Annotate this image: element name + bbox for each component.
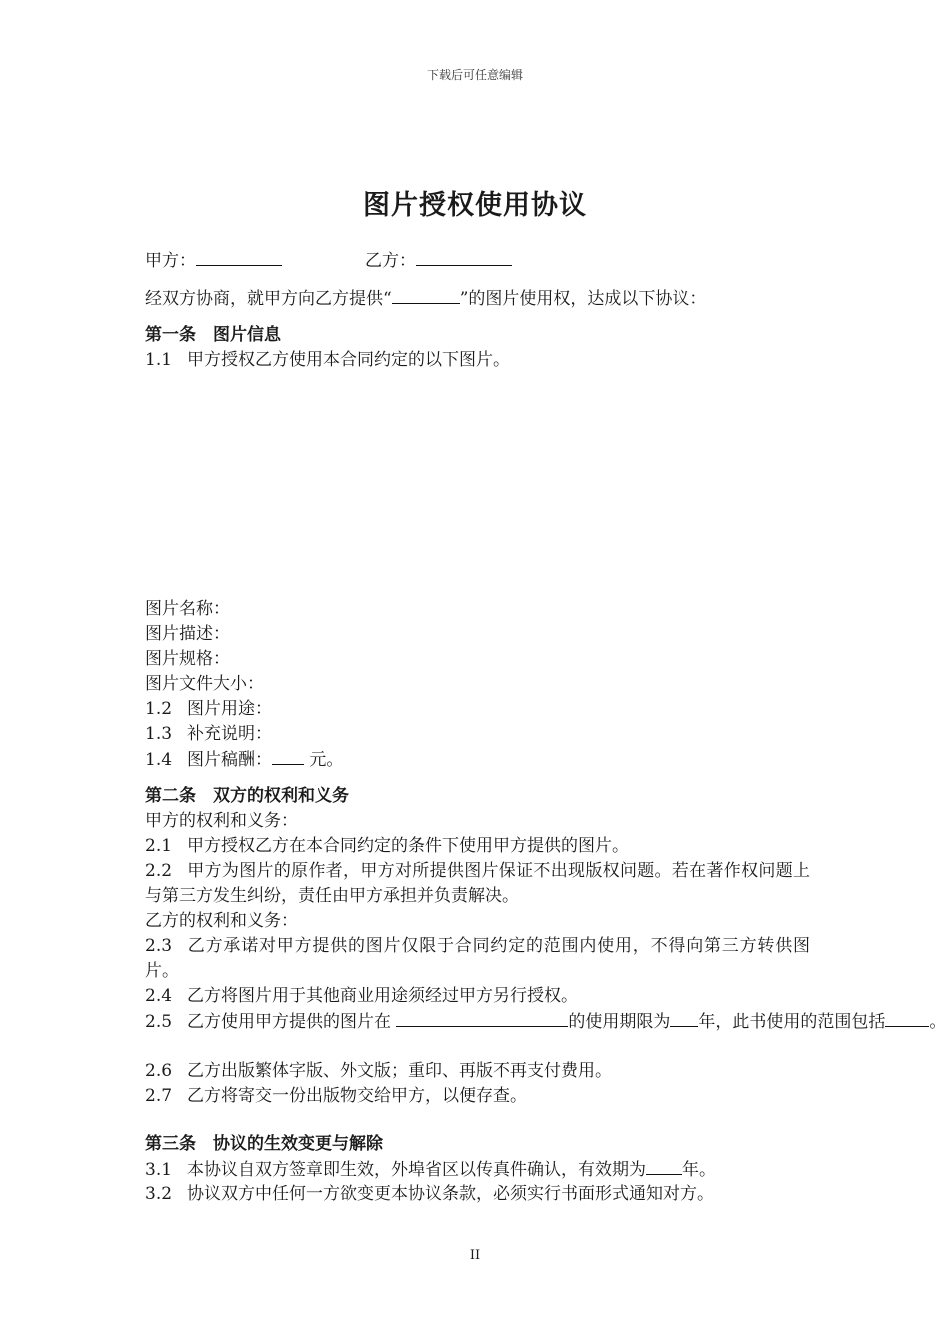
- party-a: [145, 251, 282, 271]
- item-2-3: [145, 934, 810, 984]
- item-text: 甲方授权乙方使用本合同约定的以下图片。: [187, 350, 510, 370]
- intro-after: ”的图片使用权，达成以下协议：: [459, 289, 707, 309]
- party-b: [365, 248, 512, 274]
- item-text-before: 本协议自双方签章即生效，外埠省区以传真件确认，有效期为: [187, 1160, 646, 1180]
- item-number: 2.4: [145, 986, 173, 1006]
- intro-blank[interactable]: [392, 286, 460, 304]
- field-picture-description: 图片描述：: [145, 624, 230, 644]
- article-3-heading: 第三条 协议的生效变更与解除: [145, 1134, 383, 1154]
- usage-term-blank[interactable]: [670, 1009, 698, 1027]
- usage-range-blank[interactable]: [885, 1009, 929, 1027]
- article-3: [145, 1132, 810, 1207]
- party-a-label: 甲方：: [145, 251, 196, 271]
- header-note: 下载后可任意编辑: [426, 68, 523, 82]
- page-number: II: [469, 1248, 481, 1263]
- item-number: 3.2: [145, 1184, 173, 1204]
- field-picture-spec: 图片规格：: [145, 649, 230, 669]
- field-picture-name: 图片名称：: [145, 599, 230, 619]
- item-3-2: [145, 1182, 810, 1207]
- article-1-heading: 第一条 图片信息: [145, 325, 281, 345]
- item-number: 1.3: [145, 724, 173, 744]
- usage-scope-blank[interactable]: [396, 1009, 568, 1027]
- item-2-7: [145, 1084, 810, 1109]
- validity-years-blank[interactable]: [646, 1157, 682, 1175]
- item-number: 2.5: [145, 1012, 173, 1032]
- party-b-rights-subheading: 乙方的权利和义务：: [145, 911, 298, 931]
- party-a-blank[interactable]: [196, 248, 282, 266]
- party-a-rights-subheading: 甲方的权利和义务：: [145, 811, 298, 831]
- item-2-4: [145, 984, 810, 1009]
- party-b-label: 乙方：: [365, 251, 416, 271]
- item-number: 2.7: [145, 1086, 173, 1106]
- item-text: 图片用途：: [187, 699, 272, 719]
- item-text-before: 图片稿酬：: [187, 750, 272, 770]
- item-text: 乙方将图片用于其他商业用途须经过甲方另行授权。: [187, 986, 578, 1006]
- item-text: 乙方承诺对甲方提供的图片仅限于合同约定的范围内使用，不得向第三方转供图片。: [145, 936, 810, 981]
- item-number: 2.6: [145, 1061, 173, 1081]
- item-2-6: [145, 1059, 810, 1084]
- item-number: 1.1: [145, 350, 173, 370]
- item-text-part1: 乙方使用甲方提供的图片在: [187, 1012, 391, 1032]
- party-b-blank[interactable]: [416, 248, 512, 266]
- item-number: 1.2: [145, 699, 173, 719]
- item-number: 2.2: [145, 861, 173, 881]
- item-number: 1.4: [145, 750, 173, 770]
- item-1-2: [145, 697, 810, 722]
- item-text-after: 年。: [682, 1160, 716, 1180]
- item-text: 乙方出版繁体字版、外文版；重印、再版不再支付费用。: [187, 1061, 612, 1081]
- item-text: 甲方为图片的原作者，甲方对所提供图片保证不出现版权问题。若在著作权问题上与第三方发生纠纷，责任由甲方承担并负责解决。: [145, 861, 810, 906]
- item-3-1: [145, 1157, 810, 1182]
- fee-blank[interactable]: [272, 747, 304, 765]
- field-picture-file-size: 图片文件大小：: [145, 674, 264, 694]
- item-text-part4: 。: [929, 1012, 947, 1032]
- parties-line: [145, 248, 416, 274]
- item-text: 甲方授权乙方在本合同约定的条件下使用甲方提供的图片。: [187, 836, 629, 856]
- article-1-fields: [145, 597, 810, 772]
- item-1-4: [145, 747, 810, 772]
- item-text-part2: 的使用期限为: [568, 1012, 671, 1032]
- item-2-5-line-1: [145, 1009, 947, 1034]
- article-1-top: [145, 323, 810, 373]
- item-1-3: [145, 722, 810, 747]
- intro-before: 经双方协商，就甲方向乙方提供“: [145, 289, 392, 309]
- item-2-1: [145, 834, 810, 859]
- item-text-after: 元。: [309, 750, 344, 770]
- article-2-heading: 第二条 双方的权利和义务: [145, 786, 349, 806]
- item-number: 2.1: [145, 836, 173, 856]
- item-text: 乙方将寄交一份出版物交给甲方，以便存查。: [187, 1086, 527, 1106]
- item-number: 2.3: [145, 936, 173, 956]
- item-1-1: [145, 348, 810, 373]
- document-title: 图片授权使用协议: [363, 190, 587, 221]
- item-text-part3: 年，此书使用的范围包括: [698, 1012, 886, 1032]
- item-number: 3.1: [145, 1160, 173, 1180]
- item-2-2: [145, 859, 810, 909]
- item-text: 协议双方中任何一方欲变更本协议条款，必须实行书面形式通知对方。: [187, 1184, 714, 1204]
- article-2: [145, 784, 947, 1109]
- intro-paragraph: [145, 286, 810, 311]
- item-text: 补充说明：: [187, 724, 272, 744]
